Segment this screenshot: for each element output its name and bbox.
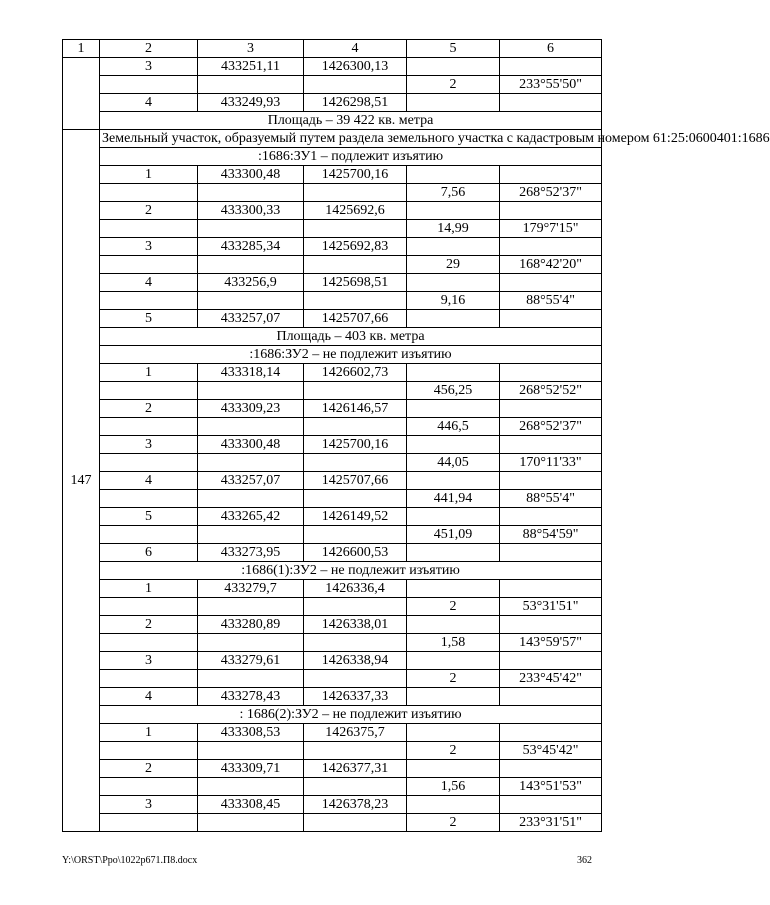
empty-cell [500, 58, 602, 76]
point-number-cell: 3 [100, 436, 198, 454]
empty-cell [500, 364, 602, 382]
empty-cell [500, 238, 602, 256]
empty-cell [407, 400, 500, 418]
y-coordinate-cell: 1425692,83 [304, 238, 407, 256]
direction-angle-cell: 179°7'15" [500, 220, 602, 238]
y-coordinate-cell: 1426146,57 [304, 400, 407, 418]
table-row [63, 688, 602, 706]
direction-angle-cell: 53°31'51" [500, 598, 602, 616]
empty-cell [198, 418, 304, 436]
table-row [63, 760, 602, 778]
x-coordinate-cell: 433279,61 [198, 652, 304, 670]
y-coordinate-cell: 1426300,13 [304, 58, 407, 76]
empty-cell [198, 76, 304, 94]
plot-title-cell: Земельный участок, образуемый путем раздела земельного участка с кадастровым номером 61:25:0600401:1686 [100, 130, 602, 148]
empty-cell [198, 814, 304, 832]
empty-cell [198, 256, 304, 274]
point-number-cell: 5 [100, 310, 198, 328]
table-row [63, 670, 602, 688]
empty-cell [198, 220, 304, 238]
y-coordinate-cell: 1425698,51 [304, 274, 407, 292]
point-number-cell: 2 [100, 616, 198, 634]
table-row [63, 328, 602, 346]
segment-length-cell: 44,05 [407, 454, 500, 472]
empty-cell [407, 202, 500, 220]
empty-cell [100, 526, 198, 544]
segment-length-cell: 441,94 [407, 490, 500, 508]
empty-cell [304, 256, 407, 274]
empty-cell [407, 364, 500, 382]
point-number-cell: 2 [100, 760, 198, 778]
x-coordinate-cell: 433256,9 [198, 274, 304, 292]
direction-angle-cell: 143°51'53" [500, 778, 602, 796]
x-coordinate-cell: 433278,43 [198, 688, 304, 706]
direction-angle-cell: 233°55'50" [500, 76, 602, 94]
empty-cell [500, 310, 602, 328]
point-number-cell: 4 [100, 94, 198, 112]
direction-angle-cell: 53°45'42" [500, 742, 602, 760]
table-row [63, 778, 602, 796]
y-coordinate-cell: 1426298,51 [304, 94, 407, 112]
table-row [63, 256, 602, 274]
empty-cell [407, 544, 500, 562]
direction-angle-cell: 233°31'51" [500, 814, 602, 832]
table-row [63, 166, 602, 184]
table-row [63, 184, 602, 202]
table-row [63, 652, 602, 670]
table-row [63, 634, 602, 652]
empty-cell [407, 472, 500, 490]
direction-angle-cell: 233°45'42" [500, 670, 602, 688]
header-cell: 5 [407, 40, 500, 58]
empty-cell [500, 166, 602, 184]
x-coordinate-cell: 433279,7 [198, 580, 304, 598]
empty-cell [198, 670, 304, 688]
table-row [63, 796, 602, 814]
header-cell: 4 [304, 40, 407, 58]
segment-length-cell: 446,5 [407, 418, 500, 436]
empty-cell [100, 292, 198, 310]
segment-length-cell: 2 [407, 814, 500, 832]
empty-cell [304, 382, 407, 400]
point-number-cell: 4 [100, 274, 198, 292]
y-coordinate-cell: 1425707,66 [304, 310, 407, 328]
point-number-cell: 2 [100, 400, 198, 418]
header-cell: 6 [500, 40, 602, 58]
table-row [63, 598, 602, 616]
header-row [63, 40, 602, 58]
point-number-cell: 3 [100, 58, 198, 76]
empty-cell [407, 616, 500, 634]
x-coordinate-cell: 433308,45 [198, 796, 304, 814]
empty-cell [198, 382, 304, 400]
empty-cell [100, 382, 198, 400]
empty-cell [407, 796, 500, 814]
coordinates-table [62, 39, 770, 832]
empty-cell [407, 580, 500, 598]
section-caption-cell: :1686:ЗУ2 – не подлежит изъятию [100, 346, 602, 364]
y-coordinate-cell: 1425692,6 [304, 202, 407, 220]
empty-cell [100, 742, 198, 760]
empty-cell [407, 436, 500, 454]
empty-cell [100, 454, 198, 472]
empty-cell [407, 166, 500, 184]
empty-cell [500, 796, 602, 814]
segment-length-cell: 2 [407, 76, 500, 94]
direction-angle-cell: 268°52'37" [500, 184, 602, 202]
empty-cell [500, 94, 602, 112]
point-number-cell: 3 [100, 796, 198, 814]
segment-length-cell: 2 [407, 742, 500, 760]
y-coordinate-cell: 1426338,94 [304, 652, 407, 670]
table-row [63, 400, 602, 418]
table-row [63, 346, 602, 364]
table-row [63, 238, 602, 256]
table-row [63, 202, 602, 220]
empty-cell [304, 76, 407, 94]
y-coordinate-cell: 1425707,66 [304, 472, 407, 490]
empty-cell [407, 238, 500, 256]
section-caption-cell: :1686(1):ЗУ2 – не подлежит изъятию [100, 562, 602, 580]
empty-cell [407, 94, 500, 112]
direction-angle-cell: 168°42'20" [500, 256, 602, 274]
empty-cell [407, 58, 500, 76]
empty-cell [500, 724, 602, 742]
table-row [63, 526, 602, 544]
empty-cell [407, 508, 500, 526]
section-caption-cell: Площадь – 39 422 кв. метра [100, 112, 602, 130]
section-caption-cell: Площадь – 403 кв. метра [100, 328, 602, 346]
footer-page-number: 362 [577, 855, 592, 866]
empty-cell [500, 400, 602, 418]
table-row [63, 508, 602, 526]
empty-cell [100, 418, 198, 436]
y-coordinate-cell: 1426338,01 [304, 616, 407, 634]
x-coordinate-cell: 433257,07 [198, 310, 304, 328]
x-coordinate-cell: 433300,48 [198, 436, 304, 454]
direction-angle-cell: 170°11'33" [500, 454, 602, 472]
empty-cell [304, 814, 407, 832]
table-row [63, 364, 602, 382]
empty-cell [407, 274, 500, 292]
point-number-cell: 2 [100, 202, 198, 220]
x-coordinate-cell: 433300,48 [198, 166, 304, 184]
x-coordinate-cell: 433285,34 [198, 238, 304, 256]
empty-cell [304, 490, 407, 508]
table-row [63, 148, 602, 166]
table-row [63, 616, 602, 634]
table-row [63, 472, 602, 490]
empty-cell [500, 202, 602, 220]
empty-cell [198, 598, 304, 616]
y-coordinate-cell: 1426149,52 [304, 508, 407, 526]
table-row [63, 274, 602, 292]
y-coordinate-cell: 1426375,7 [304, 724, 407, 742]
empty-cell [500, 544, 602, 562]
table-row [63, 310, 602, 328]
empty-cell [198, 742, 304, 760]
segment-length-cell: 1,58 [407, 634, 500, 652]
table-row [63, 94, 602, 112]
empty-cell [100, 670, 198, 688]
plot-title-row [63, 130, 602, 148]
empty-cell [304, 454, 407, 472]
table-row [63, 544, 602, 562]
empty-cell [500, 652, 602, 670]
y-coordinate-cell: 1426378,23 [304, 796, 407, 814]
x-coordinate-cell: 433309,23 [198, 400, 304, 418]
empty-cell [198, 454, 304, 472]
empty-cell [304, 292, 407, 310]
x-coordinate-cell: 433257,07 [198, 472, 304, 490]
empty-cell [407, 310, 500, 328]
y-coordinate-cell: 1426377,31 [304, 760, 407, 778]
table-row [63, 220, 602, 238]
point-number-cell: 5 [100, 508, 198, 526]
empty-cell [407, 760, 500, 778]
table-row [63, 706, 602, 724]
empty-cell [100, 76, 198, 94]
point-number-cell: 4 [100, 688, 198, 706]
table-row [63, 76, 602, 94]
direction-angle-cell: 268°52'37" [500, 418, 602, 436]
segment-length-cell: 14,99 [407, 220, 500, 238]
empty-cell [100, 598, 198, 616]
empty-cell [500, 580, 602, 598]
section-caption-cell: :1686:ЗУ1 – подлежит изъятию [100, 148, 602, 166]
direction-angle-cell: 143°59'57" [500, 634, 602, 652]
header-cell: 2 [100, 40, 198, 58]
empty-cell [500, 508, 602, 526]
empty-cell [304, 742, 407, 760]
plot-number-cell: 147 [63, 130, 100, 832]
table-row [63, 436, 602, 454]
empty-cell [100, 634, 198, 652]
table-row [63, 112, 602, 130]
table-row [63, 724, 602, 742]
point-number-cell: 4 [100, 472, 198, 490]
empty-cell [198, 184, 304, 202]
empty-cell [500, 760, 602, 778]
table-row [63, 814, 602, 832]
point-number-cell: 1 [100, 364, 198, 382]
segment-length-cell: 2 [407, 670, 500, 688]
empty-cell [100, 256, 198, 274]
y-coordinate-cell: 1426336,4 [304, 580, 407, 598]
x-coordinate-cell: 433318,14 [198, 364, 304, 382]
point-number-cell: 6 [100, 544, 198, 562]
y-coordinate-cell: 1426600,53 [304, 544, 407, 562]
point-number-cell: 1 [100, 166, 198, 184]
empty-cell [407, 724, 500, 742]
direction-angle-cell: 88°55'4" [500, 490, 602, 508]
empty-cell [100, 778, 198, 796]
empty-cell [304, 184, 407, 202]
empty-cell [198, 490, 304, 508]
footer-file-path: Y:\ORST\Ppo\1022p671.П8.docx [62, 855, 198, 866]
point-number-cell: 3 [100, 652, 198, 670]
table-row [63, 58, 602, 76]
empty-cell [100, 184, 198, 202]
direction-angle-cell: 268°52'52" [500, 382, 602, 400]
point-number-cell: 1 [100, 580, 198, 598]
empty-cell [198, 292, 304, 310]
y-coordinate-cell: 1426337,33 [304, 688, 407, 706]
segment-length-cell: 29 [407, 256, 500, 274]
segment-length-cell: 7,56 [407, 184, 500, 202]
table-row [63, 292, 602, 310]
x-coordinate-cell: 433251,11 [198, 58, 304, 76]
empty-cell [100, 814, 198, 832]
empty-cell [198, 526, 304, 544]
point-number-cell: 1 [100, 724, 198, 742]
table-row [63, 382, 602, 400]
x-coordinate-cell: 433280,89 [198, 616, 304, 634]
segment-length-cell: 1,56 [407, 778, 500, 796]
empty-cell [407, 688, 500, 706]
table-row [63, 580, 602, 598]
empty-cell [304, 634, 407, 652]
empty-cell [100, 490, 198, 508]
empty-cell [407, 652, 500, 670]
segment-length-cell: 2 [407, 598, 500, 616]
x-coordinate-cell: 433249,93 [198, 94, 304, 112]
table-row [63, 418, 602, 436]
table-row [63, 562, 602, 580]
empty-cell [100, 220, 198, 238]
empty-cell [304, 778, 407, 796]
y-coordinate-cell: 1425700,16 [304, 166, 407, 184]
empty-cell [304, 418, 407, 436]
plot-number-cell [63, 58, 100, 130]
segment-length-cell: 456,25 [407, 382, 500, 400]
x-coordinate-cell: 433309,71 [198, 760, 304, 778]
table-row [63, 742, 602, 760]
direction-angle-cell: 88°55'4" [500, 292, 602, 310]
empty-cell [304, 526, 407, 544]
y-coordinate-cell: 1426602,73 [304, 364, 407, 382]
empty-cell [500, 688, 602, 706]
header-cell: 3 [198, 40, 304, 58]
direction-angle-cell: 88°54'59" [500, 526, 602, 544]
empty-cell [304, 220, 407, 238]
empty-cell [500, 436, 602, 454]
x-coordinate-cell: 433273,95 [198, 544, 304, 562]
empty-cell [304, 670, 407, 688]
x-coordinate-cell: 433300,33 [198, 202, 304, 220]
empty-cell [500, 472, 602, 490]
empty-cell [500, 274, 602, 292]
empty-cell [500, 616, 602, 634]
empty-cell [304, 598, 407, 616]
table-row [63, 454, 602, 472]
empty-cell [198, 778, 304, 796]
table-row [63, 490, 602, 508]
x-coordinate-cell: 433308,53 [198, 724, 304, 742]
empty-cell [198, 634, 304, 652]
header-cell: 1 [63, 40, 100, 58]
point-number-cell: 3 [100, 238, 198, 256]
section-caption-cell: : 1686(2):ЗУ2 – не подлежит изъятию [100, 706, 602, 724]
x-coordinate-cell: 433265,42 [198, 508, 304, 526]
y-coordinate-cell: 1425700,16 [304, 436, 407, 454]
segment-length-cell: 9,16 [407, 292, 500, 310]
segment-length-cell: 451,09 [407, 526, 500, 544]
